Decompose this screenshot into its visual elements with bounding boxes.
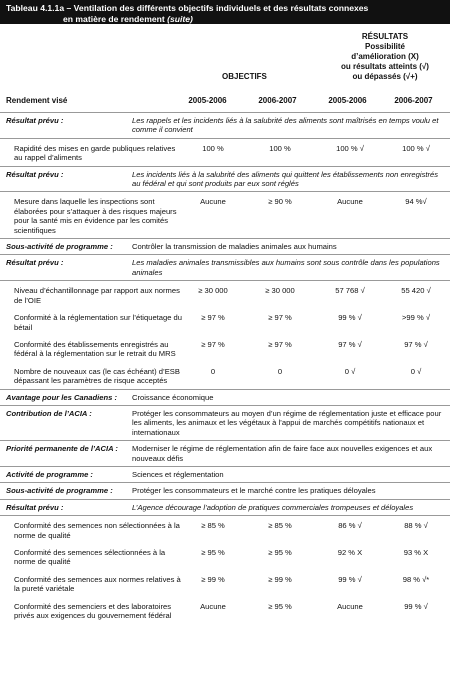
section-text: Protéger les consommateurs et le marché contre les pratiques déloyales: [132, 486, 376, 496]
row-value: ≥ 97 %: [268, 313, 292, 323]
table-row: [0, 335, 450, 362]
row-value: 97 % √: [338, 339, 362, 349]
row-value: 0: [277, 366, 283, 376]
row-value: Aucune: [200, 601, 226, 611]
header-year: 2005-2006: [188, 96, 227, 105]
table-row: [0, 308, 450, 335]
section-text: Les maladies animales transmissibles aux humains sont sous contrôle dans les populations animales: [132, 258, 440, 277]
section-label: Activité de programme :: [6, 469, 93, 479]
section-label: Sous-activité de programme :: [6, 486, 113, 496]
row-description: Conformité des établissements enregistrés au fédéral à la réglementation sur le retrait du MRS: [14, 339, 176, 359]
section-row: [0, 112, 450, 138]
row-value: 97 % √: [404, 339, 428, 349]
section-label: Sous-activité de programme :: [6, 242, 113, 252]
row-value: Aucune: [337, 601, 363, 611]
table-row: [0, 543, 450, 570]
title-line-2: en matière de rendement: [63, 14, 165, 24]
header-resultats-line: ou résultats atteints (√): [341, 62, 429, 71]
row-value: 55 420 √: [401, 286, 431, 296]
table-row: [0, 191, 450, 238]
row-value: 0 √: [410, 366, 422, 376]
row-value: ≥ 95 %: [201, 548, 225, 557]
row-value: 0 √: [344, 366, 356, 376]
table-header: [0, 24, 450, 112]
row-value: ≥ 30 000: [265, 286, 295, 296]
row-description: Rapidité des mises en garde publiques relatives au rappel d’aliments: [14, 143, 176, 163]
section-label: Résultat prévu :: [6, 258, 64, 268]
title-line-1: Tableau 4.1.1a – Ventilation des différents objectifs individuels et des résultats connexes: [6, 3, 369, 13]
section-text: Croissance économique: [132, 392, 214, 402]
table-row: [0, 138, 450, 166]
table-body: [0, 112, 450, 623]
row-value: 98 % √*: [402, 574, 430, 584]
row-value: 100 % √: [402, 143, 430, 153]
row-description: Conformité des semences aux normes relatives à la pureté variétale: [14, 574, 181, 594]
row-value: Aucune: [337, 197, 363, 207]
header-year: 2005-2006: [328, 96, 367, 105]
table-row: [0, 362, 450, 389]
section-row: [0, 440, 450, 466]
table-title: [0, 0, 450, 24]
section-row: [0, 389, 450, 405]
row-description: Conformité des semences non sélectionnées à la norme de qualité: [14, 521, 180, 540]
row-value: 88 % √: [404, 521, 428, 531]
row-value: ≥ 97 %: [201, 339, 225, 349]
row-value: 100 %: [269, 143, 291, 153]
section-row: [0, 482, 450, 498]
section-text: Sciences et réglementation: [132, 469, 224, 479]
section-row: [0, 238, 450, 254]
row-value: 92 % X: [337, 548, 363, 557]
header-rendement-vise: Rendement visé: [6, 96, 68, 105]
section-label: Résultat prévu :: [6, 116, 64, 125]
section-text: Protéger les consommateurs au moyen d’un régime de réglementation juste et efficace pour les aliments, les animaux et les végétaux à l’appui de marchés compétitifs nationaux et internationaux: [132, 408, 442, 437]
row-value: Aucune: [200, 197, 226, 207]
row-value: ≥ 90 %: [268, 197, 292, 207]
row-value: ≥ 85 %: [268, 521, 292, 531]
header-resultats-line: RÉSULTATS: [361, 32, 409, 41]
header-resultats-line: d’amélioration (X): [351, 52, 419, 61]
row-description: Niveau d’échantillonnage par rapport aux normes de l’OIE: [14, 286, 180, 305]
row-value: ≥ 95 %: [268, 601, 292, 611]
section-text: L’Agence décourage l’adoption de pratiques commerciales trompeuses et déloyales: [132, 502, 414, 512]
table-row: [0, 570, 450, 597]
header-resultats: [330, 32, 440, 82]
header-year: 2006-2007: [394, 96, 433, 105]
row-value: 57 768 √: [335, 286, 365, 296]
row-value: ≥ 97 %: [268, 339, 292, 349]
row-description: Conformité des semences sélectionnées à la norme de qualité: [14, 548, 166, 567]
row-value: ≥ 99 %: [268, 574, 292, 584]
row-value: 0: [210, 366, 216, 376]
row-value: 99 % √: [338, 574, 362, 584]
section-label: Priorité permanente de l’ACIA :: [6, 444, 118, 454]
row-value: 99 % √: [404, 601, 428, 611]
section-text: Les rappels et les incidents liés à la salubrité des aliments sont maîtrisés en temps voulu et comme il convient: [132, 116, 439, 135]
header-resultats-line: Possibilité: [364, 42, 405, 51]
table-row: [0, 280, 450, 308]
table-row: [0, 515, 450, 543]
table-row: [0, 597, 450, 624]
section-row: [0, 166, 450, 192]
row-value: 94 %√: [405, 197, 427, 207]
row-value: ≥ 85 %: [201, 521, 225, 531]
section-text: Moderniser le régime de réglementation afin de faire face aux nouvelles exigences et aux nouveaux défis: [132, 444, 433, 463]
row-value: ≥ 99 %: [201, 574, 225, 584]
section-row: [0, 405, 450, 440]
row-description: Conformité des semenciers et des laboratoires privés aux exigences du gouvernement fédéral: [14, 601, 172, 621]
section-label: Résultat prévu :: [6, 169, 64, 179]
row-value: 100 %: [202, 143, 224, 153]
row-value: ≥ 30 000: [198, 286, 228, 296]
header-year: 2006-2007: [258, 96, 297, 105]
section-label: Contribution de l’ACIA :: [6, 408, 92, 418]
section-row: [0, 254, 450, 280]
header-resultats-line: ou dépassés (√+): [352, 72, 418, 81]
row-value: 99 % √: [338, 313, 362, 323]
section-row: [0, 466, 450, 482]
section-row: [0, 499, 450, 515]
row-value: 93 % X: [403, 548, 429, 557]
section-label: Résultat prévu :: [6, 502, 64, 512]
row-value: 100 % √: [336, 143, 364, 153]
row-description: Conformité à la réglementation sur l’étiquetage du bétail: [14, 313, 183, 332]
row-description: Mesure dans laquelle les inspections sont élaborées pour s’attaquer à des risques majeurs pour la santé mis en évidence par les comités scientifiques: [14, 197, 177, 235]
row-value: 86 % √: [338, 521, 362, 531]
row-description: Nombre de nouveaux cas (le cas échéant) d’ESB dépassant les paramètres de risque acceptés: [14, 366, 180, 386]
section-text: Les incidents liés à la salubrité des aliments qui quittent les établissements non enregistrés au fédéral et qui sont produits par eux sont réglés: [132, 169, 439, 189]
row-value: ≥ 97 %: [201, 313, 225, 323]
row-value: >99 % √: [401, 313, 431, 323]
row-value: ≥ 95 %: [268, 548, 292, 557]
header-objectifs: OBJECTIFS: [222, 72, 267, 81]
section-label: Avantage pour les Canadiens :: [6, 392, 117, 402]
title-suffix: (suite): [167, 14, 193, 24]
section-text: Contrôler la transmission de maladies animales aux humains: [132, 242, 337, 252]
